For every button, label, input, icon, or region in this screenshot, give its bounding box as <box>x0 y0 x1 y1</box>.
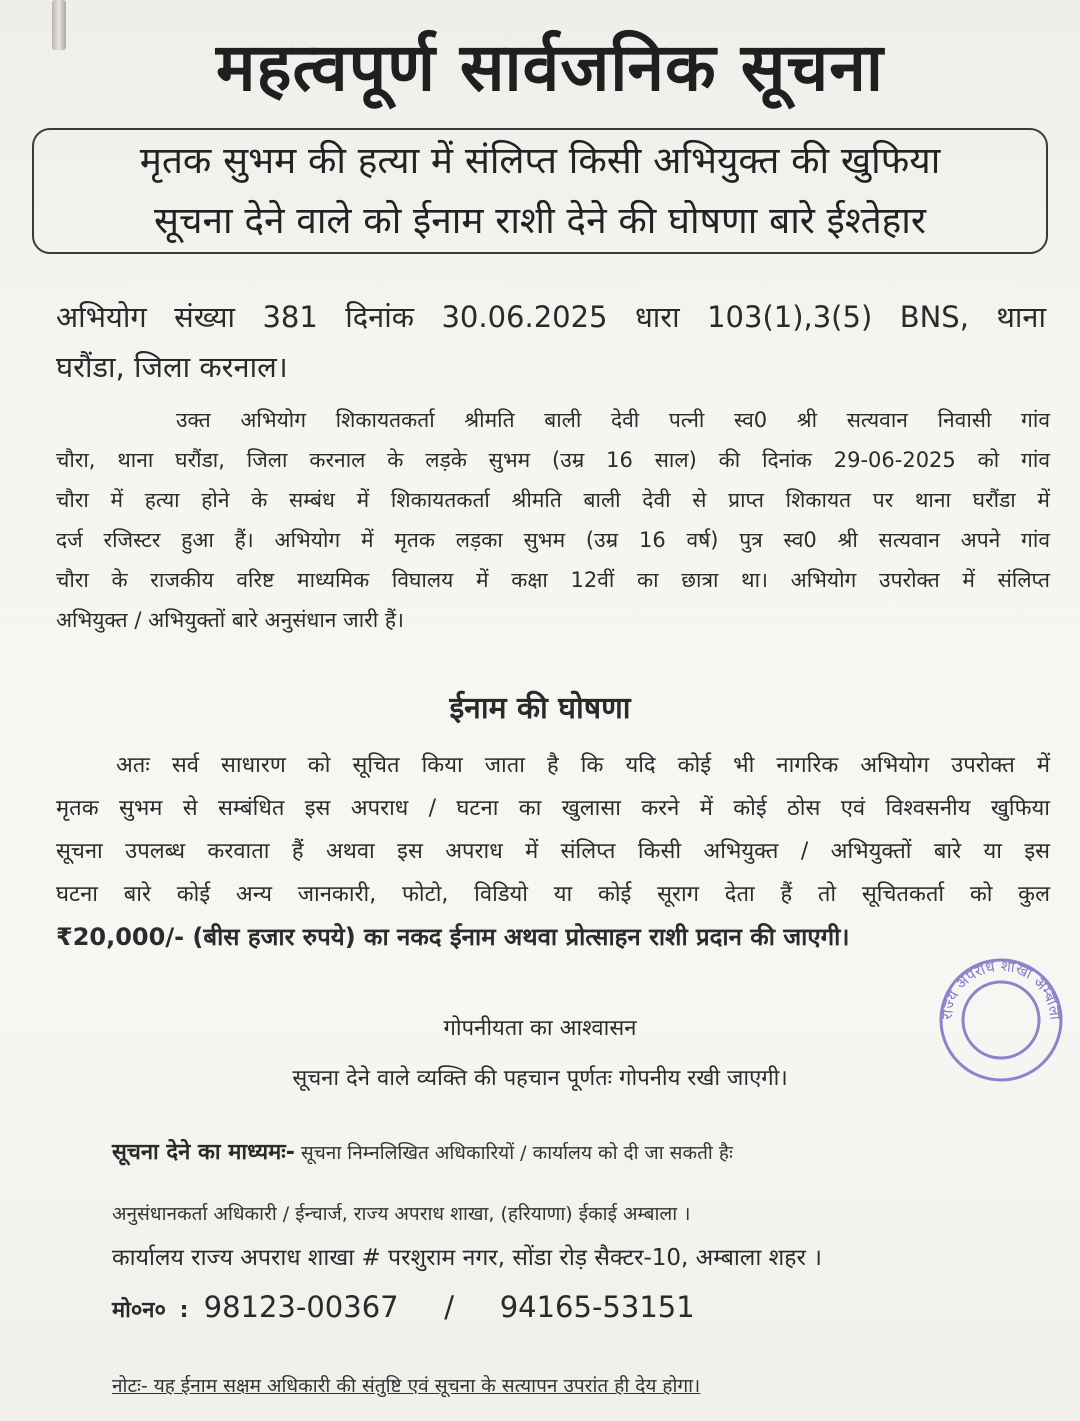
confidentiality-heading-text: गोपनीयता का आश्वासन <box>443 1016 637 1041</box>
paragraph-line: मृतक सुभम से सम्बंधित इस अपराध / घटना का खुलासा करने में कोई ठोस एवं विश्वसनीय खुफिया <box>56 796 1050 821</box>
paragraph-line: उक्त अभियोग शिकायतकर्ता श्रीमति बाली देवी पत्नी स्व0 श्री सत्यवान निवासी गांव <box>176 408 1050 432</box>
case-details-paragraph <box>56 400 1050 640</box>
reward-heading <box>0 686 1080 727</box>
mobile-label: मो०न० : <box>112 1298 189 1323</box>
officer-line: अनुसंधानकर्ता अधिकारी / ईन्चार्ज, राज्य अपराध शाखा, (हरियाणा) ईकाई अम्बाला । <box>112 1203 691 1225</box>
office-address: कार्यालय राज्य अपराध शाखा # परशुराम नगर, सोंडा रोड़ सैक्टर-10, अम्बाला शहर । <box>112 1245 822 1271</box>
official-stamp-icon <box>936 955 1066 1085</box>
paragraph-line: अभियुक्त / अभियुक्तों बारे अनुसंधान जारी हैं। <box>56 608 404 632</box>
svg-text:राज्य अपराध शाखा अम्बाला: राज्य अपराध शाखा अम्बाला <box>937 956 1065 1021</box>
paragraph-line: अतः सर्व साधारण को सूचित किया जाता है कि यदि कोई भी नागरिक अभियोग उपरोक्त में <box>116 753 1050 778</box>
confidentiality-heading <box>0 1012 1080 1042</box>
footer-note: नोटः- यह ईनाम सक्षम अधिकारी की संतुष्टि एवं सूचना के सत्यापन उपरांत ही देय होगा। <box>112 1375 701 1397</box>
reward-amount-line: ₹20,000/- (बीस हजार रुपये) का नकद ईनाम अथवा प्रोत्साहन राशी प्रदान की जाएगी। <box>56 923 850 951</box>
paragraph-line: दर्ज रजिस्टर हुआ हैं। अभियोग में मृतक लड़का सुभम (उम्र 16 वर्ष) पुत्र स्व0 श्री सत्यवान अपने गांव <box>56 528 1050 552</box>
subject-line-2: सूचना देने वाले को ईनाम राशी देने की घोषणा बारे ईश्तेहार <box>153 199 927 242</box>
reward-heading-text: ईनाम की घोषणा <box>449 691 631 726</box>
subject-box <box>32 128 1048 254</box>
notice-title: महत्वपूर्ण सार्वजनिक सूचना <box>216 29 884 106</box>
confidentiality-text: सूचना देने वाले व्यक्ति की पहचान पूर्णतः गोपनीय रखी जाएगी। <box>292 1066 788 1091</box>
mobile-numbers <box>112 1290 695 1324</box>
reward-paragraph <box>56 744 1050 959</box>
case-reference-line-1: अभियोग संख्या 381 दिनांक 30.06.2025 धारा 103(1),3(5) BNS, थाना <box>56 300 1046 334</box>
case-reference-line-2: घरौंडा, जिला करनाल। <box>56 350 288 384</box>
paragraph-line: चौरा में हत्या होने के सम्बंध में शिकायतकर्ता श्रीमति बाली देवी से प्राप्त शिकायत पर थाना घरौंडा में <box>56 488 1050 512</box>
subject-line-1: मृतक सुभम की हत्या में संलिप्त किसी अभियुक्त की खुफिया <box>139 139 941 182</box>
mobile-separator: / <box>444 1290 455 1324</box>
paragraph-line: चौरा के राजकीय वरिष्ट माध्यमिक विघालय में कक्षा 12वीं का छात्रा था। अभियोग उपरोक्त में संलिप्त <box>56 568 1050 592</box>
paragraph-line: घटना बारे कोई अन्य जानकारी, फोटो, विडियो या कोई सूराग देता हैं तो सूचितकर्ता को कुल <box>56 882 1050 907</box>
paragraph-line: सूचना उपलब्ध करवाता हैं अथवा इस अपराध में संलिप्त किसी अभियुक्त / अभियुक्तों बारे या इस <box>56 839 1050 864</box>
mobile-number-1: 98123-00367 <box>203 1290 399 1324</box>
contact-medium <box>112 1136 1072 1166</box>
contact-medium-text: सूचना निम्नलिखित अधिकारियों / कार्यालय को दी जा सकती हैः <box>300 1142 733 1164</box>
paragraph-line: चौरा, थाना घरौंडा, जिला करनाल के लड़के सुभम (उम्र 16 साल) की दिनांक 29-06-2025 को गांव <box>56 448 1050 472</box>
contact-medium-label: सूचना देने का माध्यमः- <box>112 1140 295 1165</box>
mobile-number-2: 94165-53151 <box>499 1290 695 1324</box>
